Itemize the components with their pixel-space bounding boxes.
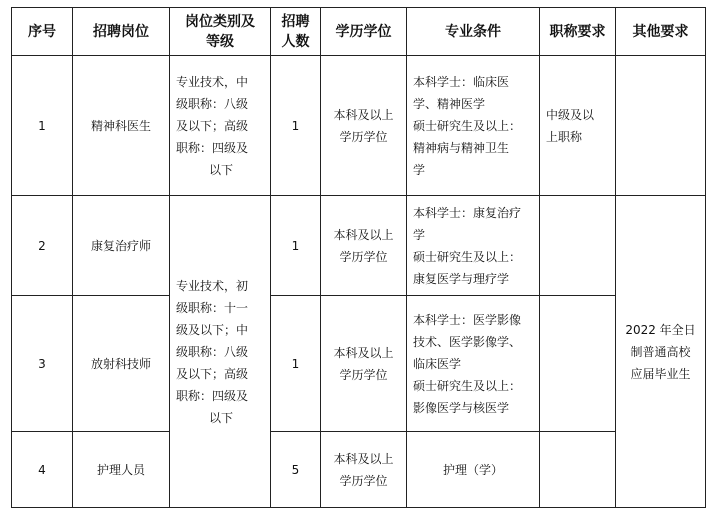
text-line: 临床医学 <box>413 356 462 371</box>
text-line: 级职称：八级 <box>176 96 249 111</box>
text-line: 硕士研究生及以上： <box>413 118 522 133</box>
cell-no: 1 <box>12 56 73 196</box>
header-category <box>170 8 271 56</box>
text-line: 制普通高校 <box>630 344 691 359</box>
cell-title-req-empty <box>540 432 616 508</box>
cell-education <box>321 432 407 508</box>
text-line: 本科及以上 <box>333 227 394 242</box>
text-line: 本科学士：临床医 <box>413 74 510 89</box>
text-line: 影像医学与核医学 <box>413 400 510 415</box>
header-other: 其他要求 <box>616 8 706 56</box>
table-row <box>12 196 706 296</box>
cell-category-shared <box>170 196 271 508</box>
text-line: 专业技术，初 <box>176 278 249 293</box>
cell-education <box>321 196 407 296</box>
cell-major <box>407 56 540 196</box>
header-count-line2: 人数 <box>281 33 310 50</box>
cell-other-shared <box>616 196 706 508</box>
text-line: 上职称 <box>546 129 583 144</box>
text-line: 级职称：十一 <box>176 300 249 315</box>
cell-position: 精神科医生 <box>73 56 170 196</box>
cell-major <box>407 196 540 296</box>
text-line: 本科及以上 <box>333 107 394 122</box>
text-line: 硕士研究生及以上： <box>413 378 522 393</box>
header-title-req: 职称要求 <box>540 8 616 56</box>
cell-position: 康复治疗师 <box>73 196 170 296</box>
text-line: 级职称：八级 <box>176 344 249 359</box>
text-line: 学历学位 <box>339 367 388 382</box>
text-line: 本科学士：康复治疗 <box>413 205 522 220</box>
header-major: 专业条件 <box>407 8 540 56</box>
text-line: 硕士研究生及以上： <box>413 249 522 264</box>
text-line: 职称：四级及 <box>176 140 249 155</box>
header-education: 学历学位 <box>321 8 407 56</box>
table-row <box>12 296 706 432</box>
text-line: 本科及以上 <box>333 451 394 466</box>
text-line: 及以下；高级 <box>176 366 249 381</box>
header-position: 招聘岗位 <box>73 8 170 56</box>
text-line: 学历学位 <box>339 473 388 488</box>
cell-title-req-empty <box>540 296 616 432</box>
cell-education <box>321 56 407 196</box>
cell-category <box>170 56 271 196</box>
cell-no: 2 <box>12 196 73 296</box>
cell-title-req-empty <box>540 196 616 296</box>
text-line: 康复医学与理疗学 <box>413 271 510 286</box>
cell-title-req <box>540 56 616 196</box>
text-line: 学历学位 <box>339 129 388 144</box>
text-line: 级及以下；中 <box>176 322 249 337</box>
header-row <box>12 8 706 56</box>
text-line: 本科学士：医学影像 <box>413 312 522 327</box>
text-line: 职称：四级及 <box>176 388 249 403</box>
cell-no: 4 <box>12 432 73 508</box>
text-line: 及以下；高级 <box>176 118 249 133</box>
header-count-line1: 招聘 <box>281 13 310 30</box>
cell-no: 3 <box>12 296 73 432</box>
cell-count: 1 <box>271 56 321 196</box>
text-line: 中级及以 <box>546 107 595 122</box>
cell-count: 1 <box>271 296 321 432</box>
cell-education <box>321 296 407 432</box>
table-row <box>12 56 706 196</box>
text-line: 精神病与精神卫生 <box>413 140 510 155</box>
text-line: 以下 <box>208 162 233 177</box>
cell-count: 5 <box>271 432 321 508</box>
text-line: 技术、医学影像学、 <box>413 334 522 349</box>
cell-position: 放射科技师 <box>73 296 170 432</box>
header-category-line1: 岗位类别及 <box>185 13 255 30</box>
text-line: 2022 年全日 <box>625 322 696 337</box>
cell-position: 护理人员 <box>73 432 170 508</box>
cell-other-empty <box>616 56 706 196</box>
text-line: 本科及以上 <box>333 345 394 360</box>
recruitment-table <box>11 7 706 508</box>
text-line: 专业技术，中 <box>176 74 249 89</box>
recruitment-table-container <box>11 7 706 508</box>
text-line: 学 <box>413 227 426 242</box>
cell-major: 护理（学） <box>407 432 540 508</box>
cell-count: 1 <box>271 196 321 296</box>
cell-major <box>407 296 540 432</box>
header-count <box>271 8 321 56</box>
text-line: 学 <box>413 162 426 177</box>
text-line: 应届毕业生 <box>630 366 691 381</box>
text-line: 学、精神医学 <box>413 96 486 111</box>
header-no: 序号 <box>12 8 73 56</box>
text-line: 学历学位 <box>339 249 388 264</box>
text-line: 以下 <box>208 410 233 425</box>
table-row <box>12 432 706 508</box>
header-category-line2: 等级 <box>206 33 234 50</box>
